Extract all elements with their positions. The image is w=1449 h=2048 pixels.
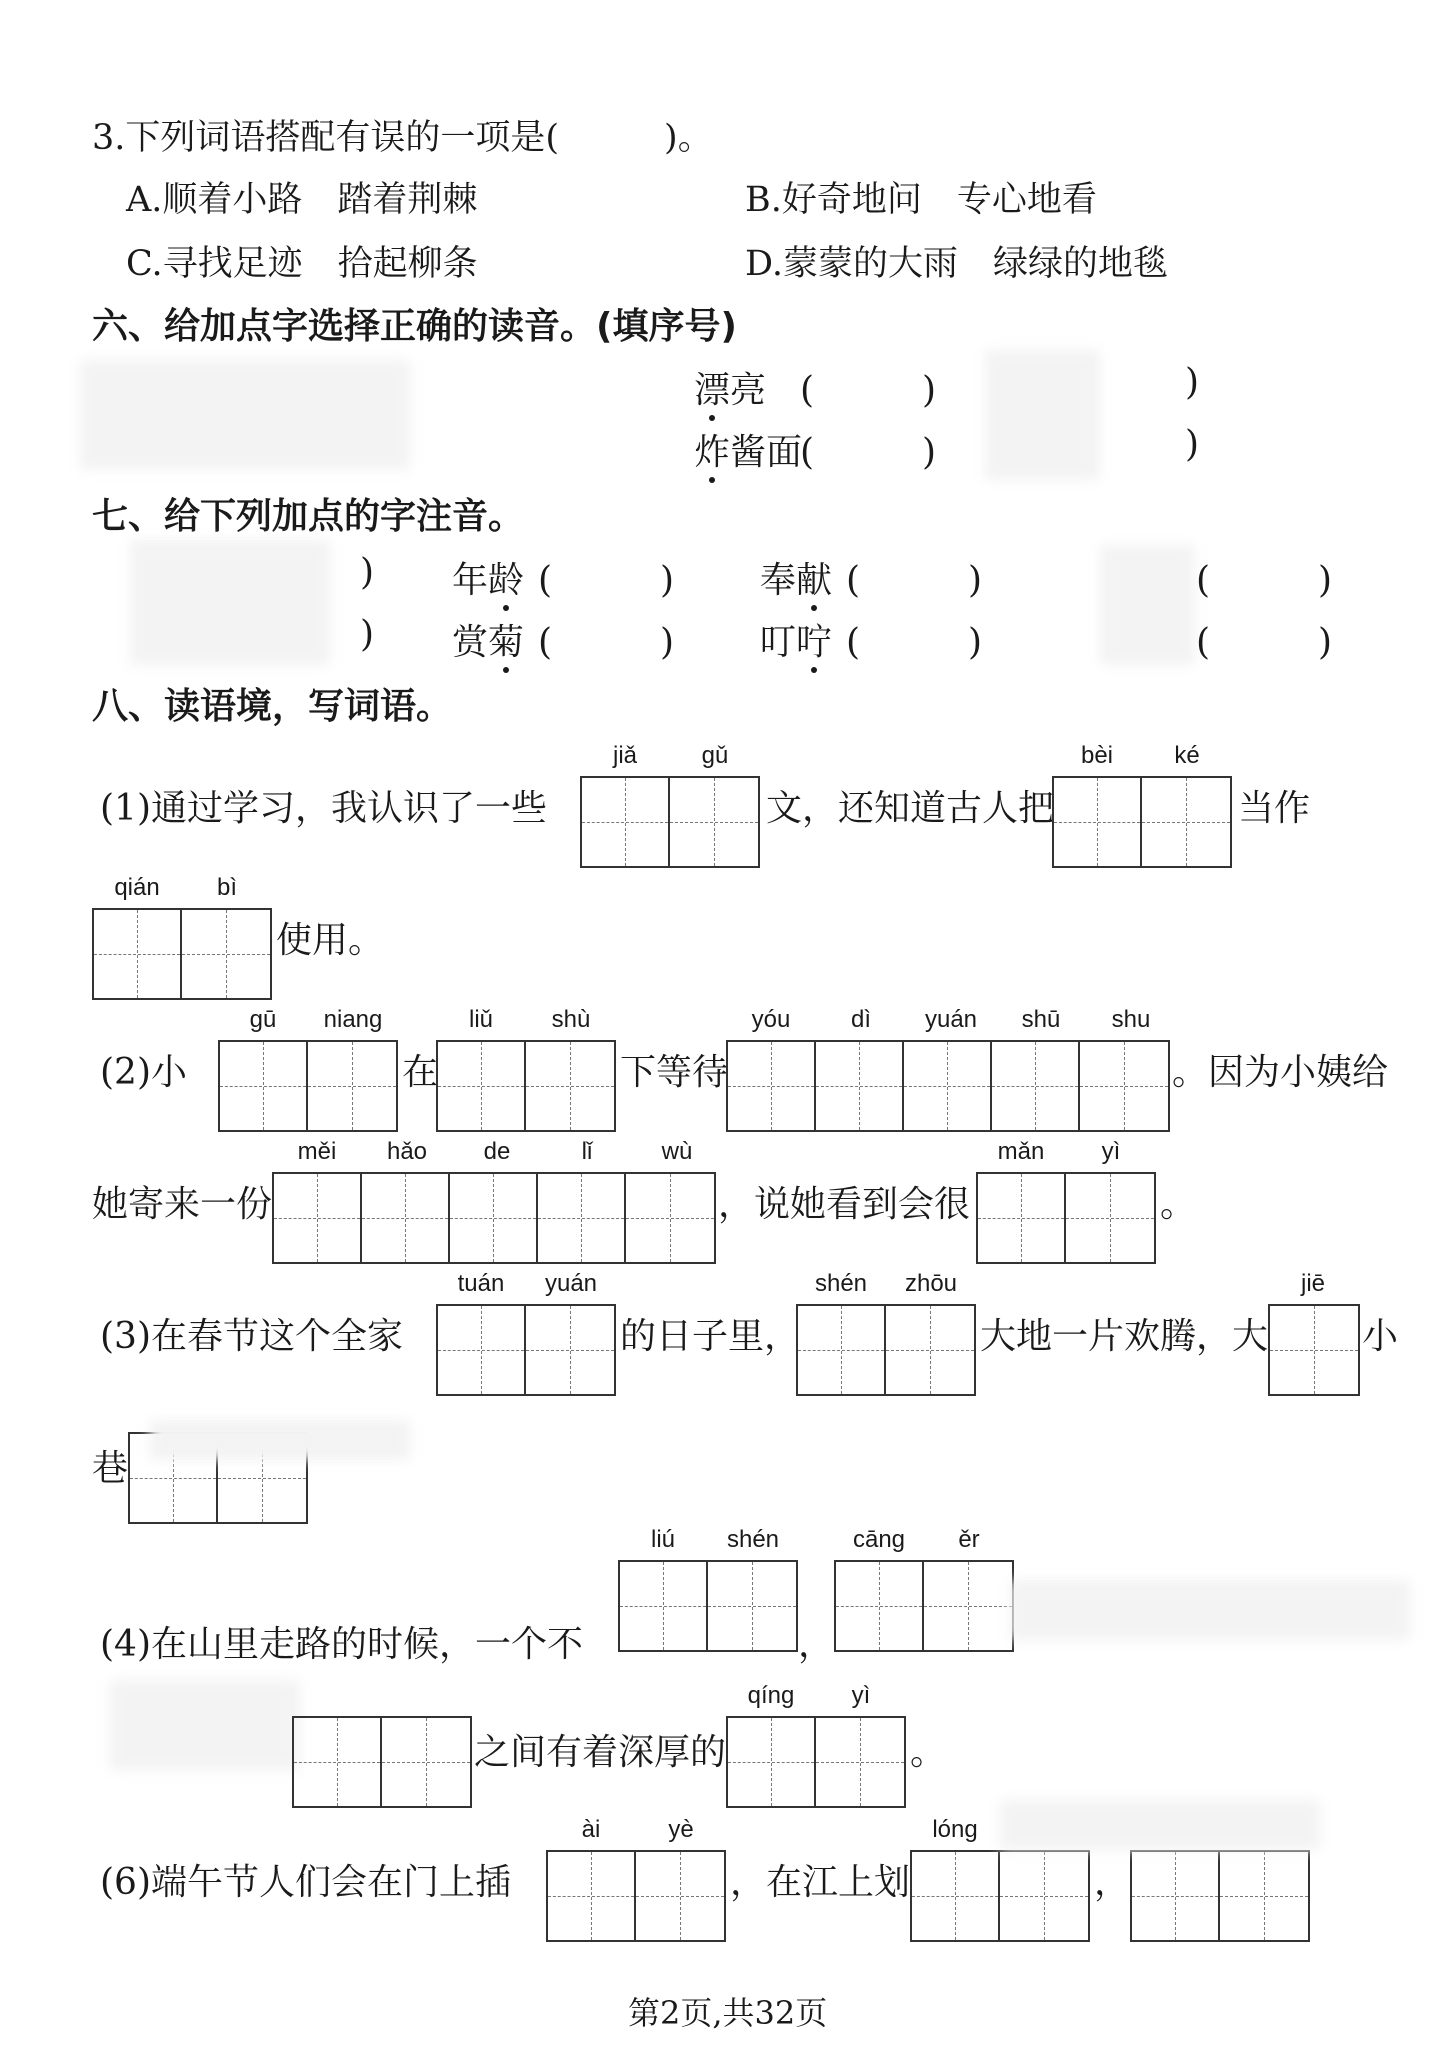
- word-prefix: 叮: [760, 622, 797, 663]
- pinyin: yóu: [751, 1006, 791, 1033]
- writing-cell[interactable]: [526, 1306, 614, 1394]
- writing-grid[interactable]: [726, 1040, 1170, 1132]
- writing-cell[interactable]: [94, 910, 182, 998]
- writing-cell[interactable]: [620, 1562, 708, 1650]
- s4-text-1: (4)在山里走路的时候，一个不: [100, 1624, 583, 1665]
- s7-word-nianling: [452, 552, 524, 603]
- obscured-area: [80, 360, 410, 470]
- page-footer: 第2页,共32页: [628, 1994, 828, 2032]
- word-prefix: 奉: [760, 560, 797, 601]
- dotted-char: 漂: [694, 362, 730, 413]
- writing-cell[interactable]: [670, 778, 758, 866]
- writing-cell[interactable]: [538, 1174, 626, 1262]
- writing-cell[interactable]: [636, 1852, 724, 1940]
- s6-text-3: ，: [1094, 1862, 1131, 1903]
- item-suffix: 亮: [730, 370, 767, 411]
- pinyin: cāng: [852, 1526, 906, 1553]
- pinyin: gǔ: [701, 742, 729, 769]
- s4-text-2: ，: [798, 1624, 835, 1665]
- s2-text-7: 。: [1160, 1184, 1197, 1225]
- answer-paren[interactable]: ( ): [800, 432, 937, 473]
- writing-cell[interactable]: [978, 1174, 1066, 1262]
- dotted-char: 献: [796, 552, 832, 603]
- s7-word-dingning: [760, 614, 832, 665]
- answer-paren[interactable]: ): [360, 552, 375, 593]
- writing-grid[interactable]: [546, 1850, 726, 1942]
- pinyin: yè: [668, 1816, 694, 1843]
- obscured-area: [150, 1420, 410, 1460]
- pinyin: zhōu: [904, 1270, 958, 1297]
- pinyin: de: [483, 1138, 511, 1165]
- s1-text-2: 文，还知道古人把: [766, 788, 1055, 829]
- answer-paren[interactable]: ( ): [846, 560, 983, 601]
- writing-cell[interactable]: [708, 1562, 796, 1650]
- pinyin: lóng: [932, 1816, 978, 1843]
- pinyin: shù: [551, 1006, 591, 1033]
- obscured-area: [1000, 1800, 1320, 1850]
- writing-grid[interactable]: [1268, 1304, 1360, 1396]
- s6-item-1: [694, 362, 766, 413]
- s6-item-2: [694, 424, 802, 475]
- writing-grid[interactable]: [618, 1560, 798, 1652]
- s7-word-shangju: [452, 614, 524, 665]
- writing-cell[interactable]: [1000, 1852, 1088, 1940]
- writing-grid[interactable]: [726, 1716, 906, 1808]
- pinyin: bèi: [1080, 742, 1114, 769]
- writing-cell[interactable]: [220, 1042, 308, 1130]
- writing-cell[interactable]: [1220, 1852, 1308, 1940]
- dotted-char: 炸: [694, 424, 730, 475]
- writing-cell[interactable]: [438, 1042, 526, 1130]
- q3-stem: 3.下列词语搭配有误的一项是( )。: [92, 118, 713, 158]
- s1-text-3: 当作: [1238, 788, 1311, 829]
- writing-cell[interactable]: [182, 910, 270, 998]
- s1-text-4: 使用。: [276, 920, 385, 961]
- writing-cell[interactable]: [548, 1852, 636, 1940]
- s3-text-2: 的日子里，: [620, 1316, 801, 1357]
- pinyin: mǎn: [997, 1138, 1045, 1165]
- writing-cell[interactable]: [382, 1718, 470, 1806]
- dotted-char: 龄: [488, 552, 524, 603]
- answer-paren[interactable]: ): [360, 614, 375, 655]
- writing-cell[interactable]: [912, 1852, 1000, 1940]
- writing-cell[interactable]: [904, 1042, 992, 1130]
- pinyin: lǐ: [581, 1138, 593, 1165]
- writing-cell[interactable]: [274, 1174, 362, 1262]
- pinyin: měi: [297, 1138, 337, 1165]
- word-prefix: 赏: [452, 622, 489, 663]
- obscured-area: [110, 1680, 300, 1770]
- writing-grid[interactable]: [580, 776, 760, 868]
- pinyin: shén: [814, 1270, 868, 1297]
- q3-option-a: A.顺着小路 踏着荆棘: [126, 180, 478, 220]
- pinyin: gū: [249, 1006, 277, 1033]
- writing-cell[interactable]: [728, 1718, 816, 1806]
- pinyin: ěr: [958, 1526, 980, 1553]
- section6-title: 六、给加点字选择正确的读音。(填序号): [92, 306, 737, 347]
- q3-option-c: C.寻找足迹 拾起柳条: [126, 244, 478, 284]
- section7-title: 七、给下列加点的字注音。: [92, 496, 525, 537]
- writing-grid[interactable]: [218, 1040, 398, 1132]
- pinyin: shu: [1111, 1006, 1151, 1033]
- s3-text-5: 巷: [92, 1448, 129, 1489]
- writing-grid[interactable]: [272, 1172, 716, 1264]
- s6-text-2: ，在江上划: [730, 1862, 911, 1903]
- q3-option-d: D.蒙蒙的大雨 绿绿的地毯: [745, 244, 1168, 284]
- pinyin: ké: [1174, 742, 1200, 769]
- writing-cell[interactable]: [924, 1562, 1012, 1650]
- s2-text-1: (2)小: [100, 1052, 187, 1093]
- pinyin: wù: [661, 1138, 693, 1165]
- obscured-area: [130, 540, 330, 665]
- writing-grid[interactable]: [976, 1172, 1156, 1264]
- dotted-char: 菊: [488, 614, 524, 665]
- answer-paren[interactable]: ( ): [538, 560, 675, 601]
- writing-grid[interactable]: [436, 1304, 616, 1396]
- pinyin: yì: [1101, 1138, 1121, 1165]
- obscured-area: [1010, 1580, 1410, 1640]
- writing-cell[interactable]: [1132, 1852, 1220, 1940]
- writing-cell[interactable]: [798, 1306, 886, 1394]
- answer-paren[interactable]: ( ): [538, 622, 675, 663]
- pinyin: ài: [581, 1816, 601, 1843]
- pinyin: tuán: [457, 1270, 505, 1297]
- s3-text-1: (3)在春节这个全家: [100, 1316, 403, 1357]
- obscured-area: [1100, 545, 1195, 665]
- s3-text-4: 小: [1362, 1316, 1399, 1357]
- writing-cell[interactable]: [816, 1718, 904, 1806]
- obscured-area: [985, 350, 1100, 480]
- writing-cell[interactable]: [308, 1042, 396, 1130]
- writing-cell[interactable]: [526, 1042, 614, 1130]
- writing-cell[interactable]: [728, 1042, 816, 1130]
- answer-paren[interactable]: ( ): [1196, 560, 1333, 601]
- pinyin: yuán: [544, 1270, 598, 1297]
- writing-grid[interactable]: [292, 1716, 472, 1808]
- writing-cell[interactable]: [886, 1306, 974, 1394]
- dotted-char: 咛: [796, 614, 832, 665]
- s4-text-3: 之间有着深厚的: [474, 1732, 727, 1773]
- section8-title: 八、读语境，写词语。: [92, 686, 453, 727]
- answer-paren-right[interactable]: ): [1185, 362, 1200, 403]
- pinyin: qián: [114, 874, 160, 901]
- word-prefix: 年: [452, 560, 489, 601]
- writing-cell[interactable]: [992, 1042, 1080, 1130]
- pinyin: hǎo: [386, 1138, 428, 1165]
- q3-option-b: B.好奇地问 专心地看: [745, 180, 1097, 220]
- pinyin: yuán: [924, 1006, 978, 1033]
- pinyin: yì: [851, 1682, 871, 1709]
- s2-text-3: 下等待: [620, 1052, 729, 1093]
- s6-text-1: (6)端午节人们会在门上插: [100, 1862, 511, 1903]
- s7-word-fengxian: [760, 552, 832, 603]
- answer-paren-right[interactable]: ): [1185, 424, 1200, 465]
- pinyin: dì: [850, 1006, 872, 1033]
- answer-paren[interactable]: ( ): [846, 622, 983, 663]
- writing-grid[interactable]: [1130, 1850, 1310, 1942]
- writing-cell[interactable]: [1142, 778, 1230, 866]
- pinyin: liú: [650, 1526, 676, 1553]
- pinyin: niang: [323, 1006, 383, 1033]
- pinyin: shū: [1021, 1006, 1061, 1033]
- s2-text-6: ，说她看到会很: [718, 1184, 971, 1225]
- writing-cell[interactable]: [836, 1562, 924, 1650]
- s2-text-2: 在: [402, 1052, 439, 1093]
- writing-cell[interactable]: [626, 1174, 714, 1262]
- pinyin: liǔ: [468, 1006, 494, 1033]
- writing-grid[interactable]: [910, 1850, 1090, 1942]
- writing-cell[interactable]: [1270, 1306, 1358, 1394]
- writing-cell[interactable]: [1080, 1042, 1168, 1130]
- s3-text-3: 大地一片欢腾，大: [980, 1316, 1269, 1357]
- item-suffix: 酱面: [730, 432, 803, 473]
- s1-text-1: (1)通过学习，我认识了一些: [100, 788, 547, 829]
- pinyin: jiǎ: [612, 742, 638, 769]
- s2-text-4: 。因为小姨给: [1172, 1052, 1389, 1093]
- writing-cell[interactable]: [438, 1306, 526, 1394]
- s2-text-5: 她寄来一份: [92, 1184, 273, 1225]
- pinyin: shén: [726, 1526, 780, 1553]
- writing-grid[interactable]: [796, 1304, 976, 1396]
- writing-grid[interactable]: [92, 908, 272, 1000]
- writing-cell[interactable]: [816, 1042, 904, 1130]
- writing-cell[interactable]: [582, 778, 670, 866]
- answer-paren[interactable]: ( ): [1196, 622, 1333, 663]
- pinyin: qíng: [747, 1682, 795, 1709]
- writing-cell[interactable]: [1066, 1174, 1154, 1262]
- writing-cell[interactable]: [294, 1718, 382, 1806]
- s4-text-4: 。: [910, 1732, 947, 1773]
- writing-grid[interactable]: [1052, 776, 1232, 868]
- writing-cell[interactable]: [362, 1174, 450, 1262]
- pinyin: jiē: [1300, 1270, 1326, 1297]
- answer-paren[interactable]: ( ): [800, 370, 937, 411]
- writing-cell[interactable]: [1054, 778, 1142, 866]
- pinyin: bì: [216, 874, 238, 901]
- writing-grid[interactable]: [436, 1040, 616, 1132]
- writing-cell[interactable]: [450, 1174, 538, 1262]
- writing-grid[interactable]: [834, 1560, 1014, 1652]
